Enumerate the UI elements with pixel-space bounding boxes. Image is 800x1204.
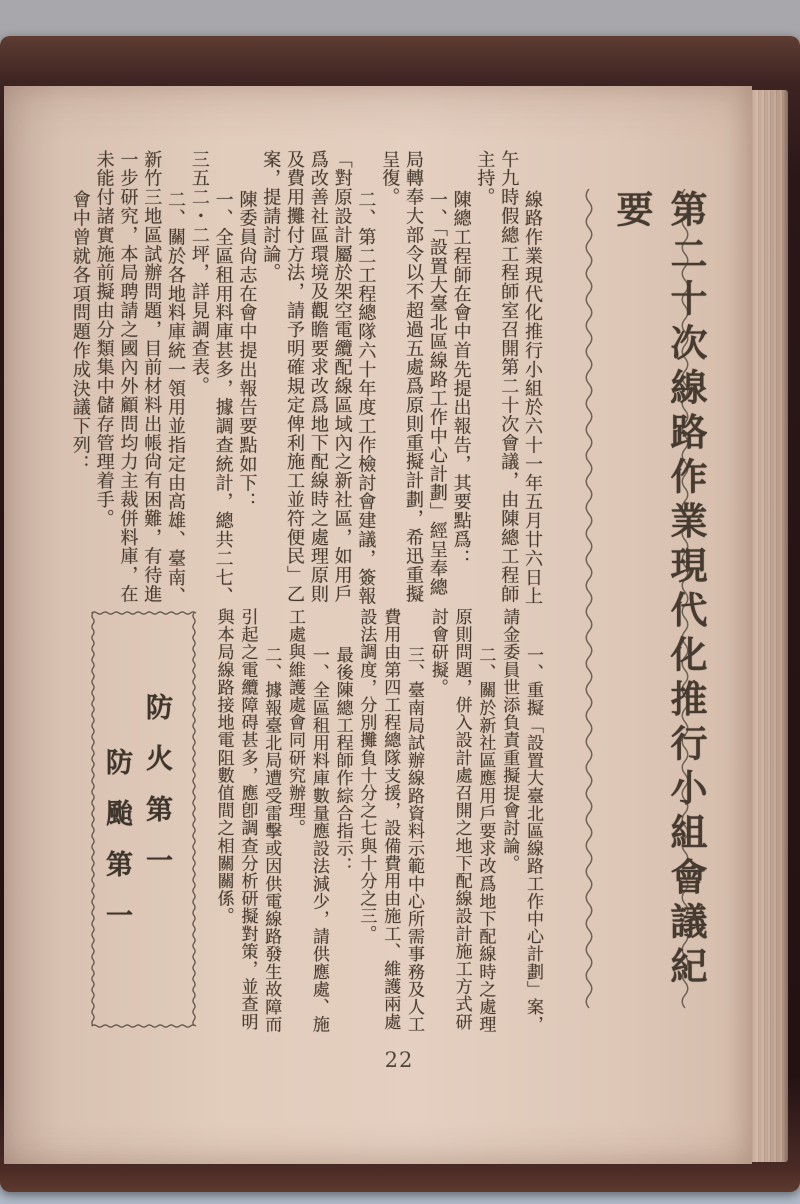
text-column: 一、全區租用料庫數量應設法減少，請供應處、施 [308,646,329,1034]
text-column: 及費用攤付方法，請予明確規定俾利施工並符便民」乙 [284,150,306,604]
slogan-box [90,610,197,1029]
text-column: 一步研究，本局聘請之國內外顧問均力主裁併料庫，在 [117,150,139,604]
text-column: 會中曾就各項問題作成決議下列： [69,190,91,474]
text-column: 三、臺南局試辦線路資料示範中心所需事務及人工 [404,646,425,1034]
wavy-divider-left-icon [582,186,596,1008]
book-page [4,86,752,1164]
text-column: 工處與維護處會同研究辦理。 [285,608,306,837]
page-title: 第二十次線路作業現代化推行小組會議紀要 [610,190,708,991]
text-column: 陳委員尙志在會中提出報告要點如下： [236,190,258,512]
text-column: 費用由第四工程總隊支援，設備費用由施工、維護兩處 [380,608,401,1031]
text-column: 局轉奉大部令以不超過五處爲原則重擬計劃，希迅重擬 [403,150,425,604]
text-column: 原則問題，併入設計處召開之地下配線設計施工方式研 [451,608,472,1031]
slogan-fire-first: 防火第一 [141,693,172,897]
text-column: 一、「設置大臺北區線路工作中心計劃」經呈奉總 [426,190,448,597]
text-column: 爲改善社區環境及觀瞻要求改爲地下配線時之處理原則 [307,150,329,604]
text-column: 與本局線路接地電阻數值間之相關關係。 [213,608,234,925]
text-column: 「對原設計屬於架空電纜配線區域內之新社區，如用戶 [331,150,353,604]
text-column: 線路作業現代化推行小組於六十一年五月廿六日上 [522,190,543,606]
text-column: 未能付諸實施前擬由分類集中儲存管理着手。 [93,150,115,528]
text-column: 新竹三地區試辦問題，目前材料出帳尙有困難，有待進 [141,150,163,604]
page-edge-stack [750,90,788,1162]
text-column: 最後陳總工程師作綜合指示： [332,646,353,875]
text-column: 討會研擬。 [427,608,448,696]
text-column: 午九時假總工程師室召開第二十次會議，由陳總工程師 [498,150,520,604]
text-column: 陳總工程師在會中首先提出報告，其要點爲： [450,190,472,568]
text-column: 二、第二工程總隊六十年度工作檢討會建議，簽報 [355,190,377,606]
upper-text-block [68,150,544,624]
text-column: 一、全區租用料庫甚多，據調查統計，總共二七、 [212,190,234,606]
slogan-typhoon-first: 防颱第一 [101,748,132,952]
text-column: 引起之電纜障碍甚多，應卽調查分析研擬對策，並查明 [237,608,258,1031]
text-column: 一、重擬「設置大臺北區線路工作中心計劃」案， [523,646,543,1034]
text-column: 設法調度，分別攤負十分之七與十分之三。 [356,608,377,943]
lower-text-block [211,608,544,1048]
text-column: 主持。 [474,150,496,207]
text-column: 二、關於各地料庫統一領用並指定由高雄、臺南、 [165,190,187,606]
text-column: 呈復。 [379,150,401,207]
text-column: 三五二・二坪，詳見調查表。 [188,150,210,396]
text-column: 二、據報臺北局遭受雷擊或因供電線路發生故障而 [261,646,282,1034]
text-column: 二、關於新社區應用戶要求改爲地下配線時之處理 [475,646,496,1034]
text-column: 案，提請討論。 [260,150,282,283]
page-number: 22 [384,1048,414,1072]
text-column: 請金委員世添負責重擬提會討論。 [499,608,520,872]
